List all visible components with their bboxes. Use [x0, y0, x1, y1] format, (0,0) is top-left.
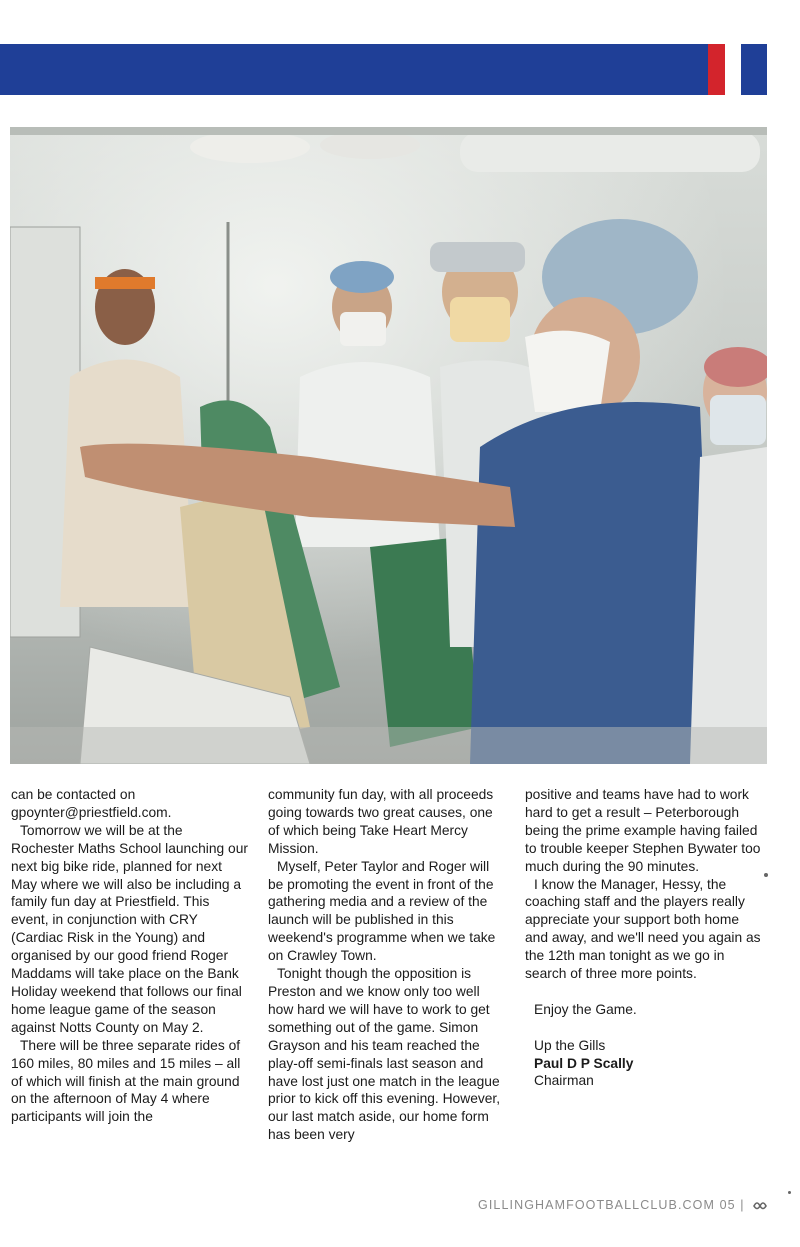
paragraph: I know the Manager, Hessy, the coaching staff and the players really appreciate your support both home and away, and we'll need you again as the 12th man tonight as we go in search of three more points.	[525, 876, 761, 982]
article-column-1	[11, 786, 249, 1126]
article-column-2	[268, 786, 506, 1144]
paragraph: Myself, Peter Taylor and Roger will be promoting the event in front of the gathering media and a review of the launch will be published in this weekend's programme when we take on Crawley Town.	[268, 858, 496, 964]
author-name: Paul D P Scally	[534, 1055, 634, 1071]
surgery-team-photo	[10, 127, 767, 764]
gills-crest-icon	[752, 1198, 768, 1213]
footer-site: GILLINGHAMFOOTBALLCLUB.COM	[478, 1198, 715, 1212]
footer-page-number: 05	[719, 1198, 736, 1212]
footer-divider: |	[740, 1198, 745, 1212]
header-white-stripe	[725, 44, 741, 95]
scan-speck	[788, 1191, 791, 1194]
paragraph: Tonight though the opposition is Preston and we know only too well how hard we will have to work to get something out of the game. Simon Grayson and his team reached the play-off semi-finals last season and have lost just one match in the league prior to kick off this evening. However, our last match aside, our home form has been very	[268, 966, 501, 1143]
paragraph: community fun day, with all proceeds going towards two great causes, one of which being Take Heart Mercy Mission.	[268, 787, 494, 856]
paragraph: There will be three separate rides of 160 miles, 80 miles and 15 miles – all of which will finish at the main ground on the afternoon of May 4 where participants will join the	[11, 1037, 241, 1125]
article-column-3	[525, 786, 763, 1090]
header-red-stripe	[708, 44, 725, 95]
sign-off: Enjoy the Game.	[534, 1001, 637, 1017]
header-blue-stripe	[741, 44, 767, 95]
paragraph: positive and teams have had to work hard to get a result – Peterborough being the prime example having failed to trouble keeper Stephen Bywater too much during the 90 minutes.	[525, 787, 761, 874]
scan-speck	[764, 873, 768, 877]
paragraph: can be contacted on	[11, 787, 136, 802]
header-bar	[0, 44, 767, 95]
author-title: Chairman	[534, 1073, 594, 1089]
page-footer	[478, 1198, 745, 1212]
email-link[interactable]: gpoynter@priestfield.com.	[11, 804, 172, 820]
paragraph: Tomorrow we will be at the Rochester Maths School launching our next big bike ride, planned for next May where we will also be including a family fun day at Priestfield. This event, in conjunction with CRY (Cardiac Risk in the Young) and organised by our good friend Roger Maddams will take place on the Bank Holiday weekend that follows our final home league game of the season against Notts County on May 2.	[11, 822, 248, 1035]
closing-line: Up the Gills	[534, 1037, 606, 1053]
